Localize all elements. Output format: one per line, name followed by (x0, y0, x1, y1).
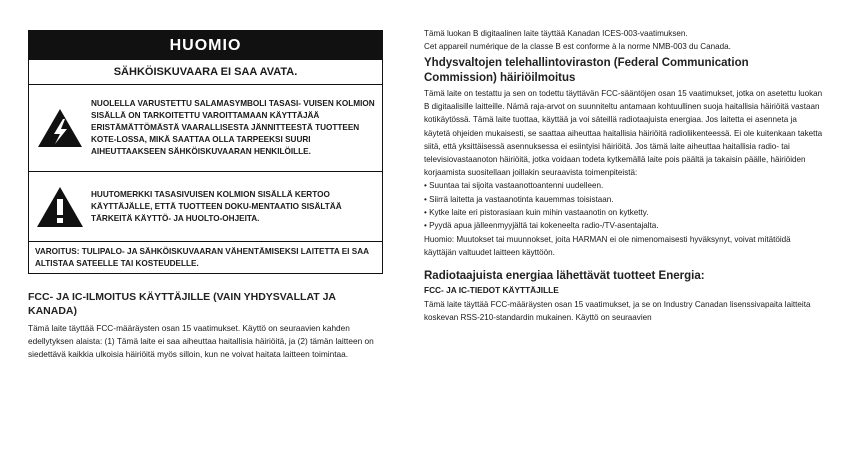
warning-footer: VAROITUS: TULIPALO- JA SÄHKÖISKUVAARAN VÄHENTÄMISEKSI LAITETTA EI SAA ALTISTAA SATEELLE TAI KOSTEUDELLE. (35, 247, 369, 268)
list-item: • Pyydä apua jälleenmyyjältä tai kokeneelta radio-/TV-asentajalta. (424, 219, 824, 232)
lightning-warning-icon (29, 107, 91, 149)
exclamation-warning-text: HUUTOMERKKI TASASIVUISEN KOLMION SISÄLLÄ KERTOO KÄYTTÄJÄLLE, ETTÄ TUOTTEEN DOKU-MENTAATIO SISÄLTÄÄ TÄRKEITÄ KÄYTTÖ- JA HUOLTO-OHJEITA. (91, 189, 342, 223)
right-column (424, 27, 824, 324)
ices-line-fr: Cet appareil numérique de la classe B est conforme à la norme NMB-003 du Canada. (424, 42, 731, 51)
left-column (28, 30, 383, 361)
lightning-warning-row (29, 85, 382, 172)
fcc-ic-paragraph: Tämä laite täyttää FCC-määräysten osan 15 vaatimukset. Käyttö on seuraavien kahden edellytyksen alaista: (1) Tämä laite ei saa aiheuttaa haitallisia häiriöitä, ja (2) tämän laitteen on siedettävä kaikkia ulkoisia häiriöitä myös silloin, kun ne voivat haitata laitteen toimintaa. (28, 323, 374, 359)
ices-line-fi: Tämä luokan B digitaalinen laite täyttää Kanadan ICES-003-vaatimuksen. (424, 29, 688, 38)
list-item: • Suuntaa tai sijoita vastaanottoantenni uudelleen. (424, 179, 824, 192)
lightning-warning-text: NUOLELLA VARUSTETTU SALAMASYMBOLI TASASI- VUISEN KOLMION SISÄLLÄ ON TARKOITETTU VAROITTAMAAN KÄYTTÄJÄÄ ERISTÄMÄTTÖMÄSTÄ VAARALLISESTA JÄNNITTEESTÄ TUOTTEEN KOTE-LOSSA, MIKÄ SAATTAA OLLA TARPEEKSI SUURI AIHEUTTAAKSEEN SÄHKÖISKUVAARAN HENKILÖILLE. (91, 99, 375, 156)
fcc-interference-paragraph: Tämä laite on testattu ja sen on todettu täyttävän FCC-sääntöjen osan 15 vaatimukset, jotka on asetettu luokan B digitaalisille laitteille. Nämä raja-arvot on suunniteltu antamaan kohtuullinen suoja haitallisia häiriöitä vastaan kotikäytössä. Tämä laite tuottaa, käyttää ja voi säteillä radiotaajuista energiaa. Jos laitetta ei asenneta ja käytetä ohjeiden mukaisesti, se saattaa aiheuttaa haitallisia häiriöitä radioliikenteessä. Ei ole kuitenkaan taketta siitä, että yksittäisessä asennuksessa ei esiintyisi häiriöitä. Jos tämä laite aiheuttaa haitallisia radio- tai televisiovastaanoton häiriöitä, jotka voidaan todeta kytkemällä laite pois päältä ja takaisin päälle, häiriöiden korjaamista suositellaan joillakin seuraavista toimenpiteistä: (424, 89, 823, 178)
exclamation-warning-row (29, 172, 382, 242)
rf-energy-heading: Radiotaajuista energiaa lähettävät tuotteet Energia: (424, 269, 705, 282)
fcc-ic-heading: FCC- JA IC-ILMOITUS KÄYTTÄJILLE (VAIN YHDYSVALLAT JA KANADA) (28, 291, 336, 317)
exclamation-warning-icon (29, 185, 91, 229)
modification-note: Huomio: Muutokset tai muunnokset, joita HARMAN ei ole nimenomaisesti hyväksynyt, voivat mitätöidä käyttäjän valtuudet laitteen käyttöön. (424, 235, 791, 258)
warning-title: HUOMIO (29, 31, 382, 60)
warning-subtitle: SÄHKÖISKUVAARA EI SAA AVATA. (29, 60, 382, 85)
rss210-paragraph: Tämä laite täyttää FCC-määräysten osan 15 vaatimukset, ja se on Industry Canadan lisenssivapaita laitteita koskevan RSS-210-standardin mukainen. Käyttö on seuraavien (424, 299, 811, 322)
warning-box (28, 30, 383, 274)
list-item: • Kytke laite eri pistorasiaan kuin mihin vastaanotin on kytketty. (424, 206, 824, 219)
list-item: • Siirrä laitetta ja vastaanotinta kauemmas toisistaan. (424, 193, 824, 206)
fcc-ic-users-subheading: FCC- JA IC-TIEDOT KÄYTTÄJILLE (424, 284, 559, 295)
fcc-interference-heading: Yhdysvaltojen telehallintoviraston (Federal Communication Commission) häiriöilmoitus (424, 57, 749, 84)
remedy-list (424, 179, 824, 232)
